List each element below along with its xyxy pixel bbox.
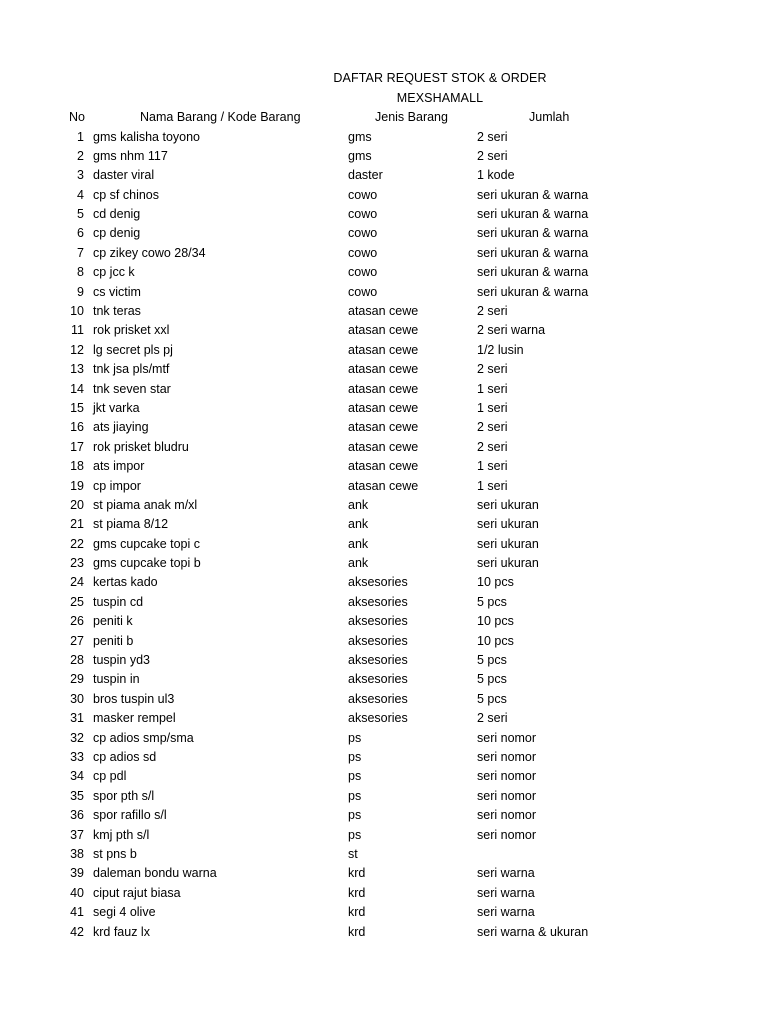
table-row (0, 845, 768, 864)
cell-jumlah: 5 pcs (477, 653, 507, 668)
table-row (0, 418, 768, 437)
cell-jumlah: 1 kode (477, 168, 515, 183)
cell-jumlah: 1 seri (477, 381, 508, 396)
cell-no: 15 (70, 400, 84, 415)
table-row (0, 147, 768, 166)
cell-no: 13 (70, 362, 84, 377)
cell-no: 11 (71, 323, 84, 338)
cell-jenis: ps (348, 730, 362, 745)
cell-no: 8 (77, 265, 84, 280)
cell-jenis: aksesories (348, 691, 408, 706)
cell-name: gms nhm 117 (93, 148, 168, 163)
cell-name: peniti b (93, 633, 134, 648)
cell-no: 40 (70, 885, 84, 900)
cell-jenis: krd (348, 866, 366, 881)
table-row (0, 748, 768, 767)
cell-jumlah: seri ukuran & warna (477, 245, 589, 260)
cell-no: 36 (70, 808, 84, 823)
table-row (0, 651, 768, 670)
table-row (0, 690, 768, 709)
cell-name: cp adios smp/sma (93, 730, 194, 745)
table-row (0, 477, 768, 496)
cell-jumlah: seri nomor (477, 808, 537, 823)
cell-jenis: cowo (348, 284, 378, 299)
cell-name: cd denig (93, 207, 141, 222)
cell-jumlah: seri ukuran (477, 556, 539, 571)
table-row (0, 496, 768, 515)
table-row (0, 767, 768, 786)
header-no: No (69, 110, 85, 124)
cell-jumlah: 5 pcs (477, 594, 507, 609)
cell-jenis: atasan cewe (348, 439, 419, 454)
cell-no: 2 (77, 148, 84, 163)
cell-name: lg secret pls pj (93, 342, 173, 357)
cell-no: 22 (70, 536, 84, 551)
cell-jumlah: 2 seri warna (477, 323, 546, 338)
table-row (0, 186, 768, 205)
cell-jenis: cowo (348, 187, 378, 202)
cell-jumlah: seri nomor (477, 827, 537, 842)
table-row (0, 380, 768, 399)
cell-name: spor rafillo s/l (93, 808, 167, 823)
cell-jenis: st (348, 846, 358, 861)
document-title: DAFTAR REQUEST STOK & ORDER (333, 71, 547, 85)
cell-name: cp denig (93, 226, 141, 241)
cell-name: daster viral (93, 168, 155, 183)
cell-name: gms kalisha toyono (93, 129, 201, 144)
cell-no: 19 (70, 478, 84, 493)
cell-name: daleman bondu warna (93, 866, 217, 881)
cell-jenis: atasan cewe (348, 459, 419, 474)
cell-jenis: ank (348, 536, 369, 551)
cell-no: 31 (70, 711, 84, 726)
cell-name: cs victim (93, 284, 141, 299)
cell-jumlah: 5 pcs (477, 672, 507, 687)
header-jumlah: Jumlah (529, 110, 570, 124)
table-header (0, 108, 768, 127)
cell-no: 1 (77, 129, 84, 144)
cell-name: rok prisket bludru (93, 439, 189, 454)
cell-no: 41 (70, 905, 84, 920)
cell-jumlah: 1 seri (477, 459, 508, 474)
cell-jenis: krd (348, 885, 366, 900)
cell-name: cp pdl (93, 769, 127, 784)
cell-no: 6 (77, 226, 84, 241)
cell-no: 39 (70, 866, 84, 881)
cell-name: cp zikey cowo 28/34 (93, 245, 206, 260)
cell-jenis: atasan cewe (348, 420, 419, 435)
cell-no: 32 (70, 730, 84, 745)
cell-no: 20 (70, 497, 84, 512)
cell-name: ats jiaying (93, 420, 149, 435)
table-row (0, 244, 768, 263)
cell-name: masker rempel (93, 711, 176, 726)
table-row (0, 826, 768, 845)
cell-jumlah: seri ukuran (477, 536, 539, 551)
table-row (0, 399, 768, 418)
cell-no: 28 (70, 653, 84, 668)
table-row (0, 864, 768, 883)
table-row (0, 709, 768, 728)
cell-name: cp adios sd (93, 750, 157, 764)
cell-jenis: ps (348, 788, 362, 803)
cell-jumlah: 2 seri (477, 420, 508, 435)
cell-no: 37 (70, 827, 84, 842)
cell-jenis: atasan cewe (348, 342, 419, 357)
cell-no: 17 (70, 439, 84, 454)
cell-name: cp impor (93, 478, 141, 493)
cell-name: st pns b (93, 846, 137, 861)
cell-name: kmj pth s/l (93, 827, 150, 842)
table-row (0, 224, 768, 243)
cell-jumlah: seri warna (477, 885, 535, 900)
header-name: Nama Barang / Kode Barang (140, 110, 301, 124)
cell-name: tuspin cd (93, 594, 144, 609)
cell-no: 21 (70, 517, 84, 532)
table-row (0, 535, 768, 554)
table-row (0, 515, 768, 534)
table-row (0, 903, 768, 922)
cell-jumlah: seri warna (477, 866, 535, 881)
cell-no: 29 (70, 672, 84, 687)
cell-no: 35 (70, 788, 84, 803)
cell-name: tuspin yd3 (93, 653, 150, 668)
cell-no: 3 (77, 168, 84, 183)
cell-name: tnk jsa pls/mtf (93, 362, 170, 377)
cell-jumlah: seri nomor (477, 730, 537, 745)
cell-jumlah: seri ukuran & warna (477, 284, 589, 299)
cell-name: ciput rajut biasa (93, 885, 181, 900)
table-row (0, 806, 768, 825)
cell-jumlah: 5 pcs (477, 691, 507, 706)
table-row (0, 670, 768, 689)
cell-jenis: atasan cewe (348, 323, 419, 338)
cell-name: jkt varka (93, 400, 140, 415)
table-row (0, 573, 768, 592)
cell-jenis: krd (348, 905, 366, 920)
table-body (0, 128, 768, 942)
cell-name: bros tuspin ul3 (93, 691, 175, 706)
table-row (0, 302, 768, 321)
cell-jenis: gms (348, 148, 372, 163)
table-row (0, 632, 768, 651)
cell-jumlah: 1/2 lusin (477, 342, 524, 357)
table-row (0, 923, 768, 942)
cell-jumlah: 2 seri (477, 439, 508, 454)
table-row (0, 263, 768, 282)
cell-jumlah: seri ukuran (477, 517, 539, 532)
table-row (0, 283, 768, 302)
cell-jenis: ank (348, 556, 369, 571)
cell-no: 4 (77, 187, 84, 202)
cell-jumlah: 10 pcs (477, 614, 514, 629)
table-row (0, 787, 768, 806)
cell-jenis: gms (348, 129, 372, 144)
cell-no: 34 (70, 769, 84, 784)
cell-jenis: atasan cewe (348, 304, 419, 319)
cell-jumlah: seri nomor (477, 769, 537, 784)
cell-no: 25 (70, 594, 84, 609)
cell-name: st piama 8/12 (93, 517, 169, 532)
cell-no: 7 (77, 245, 84, 260)
cell-jenis: aksesories (348, 672, 408, 687)
cell-jumlah: seri ukuran & warna (477, 265, 589, 280)
cell-jenis: ps (348, 808, 362, 823)
table-row (0, 884, 768, 903)
cell-name: tuspin in (93, 672, 140, 687)
cell-jenis: ank (348, 517, 369, 532)
cell-jumlah: seri ukuran & warna (477, 226, 589, 241)
cell-jenis: atasan cewe (348, 478, 419, 493)
cell-no: 23 (70, 556, 84, 571)
cell-jenis: atasan cewe (348, 362, 419, 377)
cell-jumlah: seri warna & ukuran (477, 924, 589, 939)
cell-jumlah: 10 pcs (477, 633, 514, 648)
cell-jumlah: seri ukuran & warna (477, 187, 589, 202)
cell-jenis: cowo (348, 207, 378, 222)
cell-jenis: aksesories (348, 711, 408, 726)
cell-jenis: cowo (348, 265, 378, 280)
table-row (0, 612, 768, 631)
cell-name: cp sf chinos (93, 187, 160, 202)
cell-jenis: atasan cewe (348, 400, 419, 415)
cell-jumlah: 1 seri (477, 400, 508, 415)
cell-name: krd fauz lx (93, 924, 150, 939)
cell-jumlah: 2 seri (477, 148, 508, 163)
table-row (0, 321, 768, 340)
cell-no: 26 (70, 614, 84, 629)
cell-jumlah: 10 pcs (477, 575, 514, 590)
cell-jenis: ps (348, 750, 362, 764)
cell-no: 5 (77, 207, 84, 222)
cell-jumlah: seri nomor (477, 788, 537, 803)
cell-no: 18 (70, 459, 84, 474)
cell-jenis: ps (348, 827, 362, 842)
cell-jenis: aksesories (348, 614, 408, 629)
cell-name: cp jcc k (93, 265, 135, 280)
cell-jumlah: seri ukuran (477, 497, 539, 512)
cell-no: 33 (70, 750, 84, 764)
cell-jenis: ank (348, 497, 369, 512)
table-row (0, 341, 768, 360)
cell-jenis: cowo (348, 245, 378, 260)
cell-jenis: krd (348, 924, 366, 939)
cell-no: 12 (70, 342, 84, 357)
cell-no: 38 (70, 846, 84, 861)
cell-jumlah: 2 seri (477, 362, 508, 377)
cell-jumlah: seri ukuran & warna (477, 207, 589, 222)
table-row (0, 205, 768, 224)
cell-name: gms cupcake topi b (93, 556, 201, 571)
cell-no: 30 (70, 691, 84, 706)
cell-name: peniti k (93, 614, 133, 629)
table-row (0, 593, 768, 612)
cell-no: 9 (77, 284, 84, 299)
cell-name: st piama anak m/xl (93, 497, 198, 512)
cell-jenis: aksesories (348, 594, 408, 609)
cell-jumlah: seri warna (477, 905, 535, 920)
table-row (0, 438, 768, 457)
cell-jenis: atasan cewe (348, 381, 419, 396)
cell-jenis: aksesories (348, 633, 408, 648)
cell-jumlah: seri nomor (477, 750, 537, 764)
cell-no: 42 (70, 924, 84, 939)
header-jenis: Jenis Barang (375, 110, 448, 124)
cell-no: 16 (70, 420, 84, 435)
cell-jenis: aksesories (348, 653, 408, 668)
cell-name: ats impor (93, 459, 145, 474)
document-subtitle: MEXSHAMALL (396, 91, 484, 105)
cell-jumlah: 2 seri (477, 304, 508, 319)
cell-jenis: cowo (348, 226, 378, 241)
cell-no: 14 (70, 381, 84, 396)
cell-jenis: ps (348, 769, 362, 784)
table-row (0, 128, 768, 147)
cell-jenis: aksesories (348, 575, 408, 590)
table-row (0, 554, 768, 573)
cell-jumlah: 2 seri (477, 129, 508, 144)
cell-name: kertas kado (93, 575, 158, 590)
cell-name: gms cupcake topi c (93, 536, 200, 551)
table-row (0, 360, 768, 379)
table-row (0, 166, 768, 185)
cell-name: rok prisket xxl (93, 323, 170, 338)
cell-name: tnk teras (93, 304, 141, 319)
cell-no: 27 (70, 633, 84, 648)
cell-no: 10 (70, 304, 84, 319)
cell-no: 24 (70, 575, 84, 590)
cell-name: segi 4 olive (93, 905, 156, 920)
cell-name: spor pth s/l (93, 788, 155, 803)
table-row (0, 457, 768, 476)
cell-jumlah: 2 seri (477, 711, 508, 726)
cell-jumlah: 1 seri (477, 478, 508, 493)
table-row (0, 729, 768, 748)
cell-jenis: daster (348, 168, 383, 183)
cell-name: tnk seven star (93, 381, 171, 396)
